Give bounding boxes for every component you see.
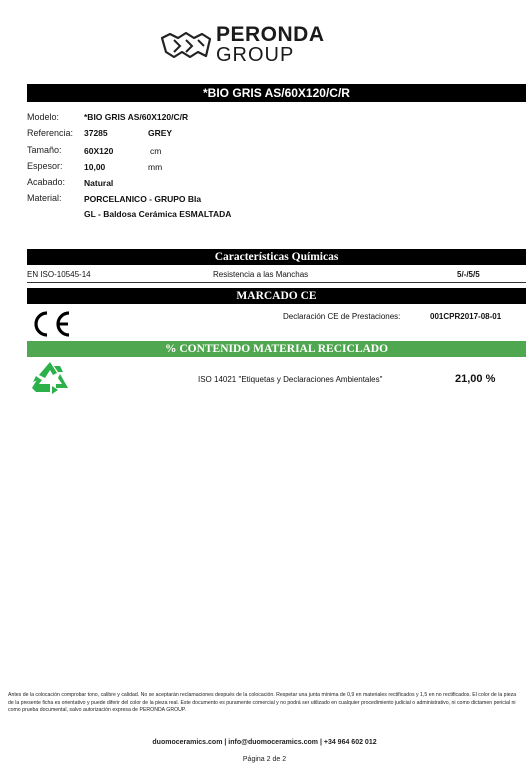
espesor-value: 10,00	[84, 162, 106, 172]
quimicas-norm: EN ISO-10545-14	[27, 270, 91, 279]
tamano-unit: cm	[150, 146, 162, 156]
modelo-value: *BIO GRIS AS/60X120/C/R	[84, 112, 189, 122]
material-label: Material:	[27, 193, 62, 203]
footer-separator-2: |	[319, 739, 322, 746]
footer-phone: +34 964 602 012	[323, 739, 377, 746]
recycle-icon	[30, 360, 70, 396]
quimicas-header: Características Químicas	[214, 251, 339, 263]
brand-name: PERONDA	[216, 23, 325, 46]
reciclado-value: 21,00 %	[455, 373, 496, 385]
material-value-1: PORCELANICO - GRUPO BIa	[84, 194, 202, 204]
footer-contact	[0, 739, 529, 746]
product-title-bar	[27, 84, 526, 102]
page-number: Página 2 de 2	[242, 756, 287, 763]
reciclado-header-bar	[27, 341, 526, 357]
referencia-value: 37285	[84, 128, 108, 138]
modelo-label: Modelo:	[27, 112, 60, 122]
material-value-2: GL - Baldosa Cerámica ESMALTADA	[84, 209, 232, 219]
reciclado-standard: ISO 14021 "Etiquetas y Declaraciones Ambientales"	[198, 375, 383, 384]
quimicas-value: 5/-/5/5	[457, 270, 480, 279]
footer-website[interactable]: duomoceramics.com	[152, 739, 223, 746]
ce-declaration-label: Declaración CE de Prestaciones:	[283, 312, 401, 321]
acabado-label: Acabado:	[27, 177, 66, 187]
footer-email[interactable]: info@duomoceramics.com	[228, 739, 318, 746]
marcado-header: MARCADO CE	[236, 290, 317, 302]
tamano-value: 60X120	[84, 146, 114, 156]
referencia-color: GREY	[148, 128, 173, 138]
tamano-label: Tamaño:	[27, 145, 62, 155]
espesor-label: Espesor:	[27, 161, 63, 171]
reciclado-header: % CONTENIDO MATERIAL RECICLADO	[164, 343, 389, 355]
quimicas-property: Resistencia a las Manchas	[213, 270, 309, 279]
peronda-logo-icon	[160, 30, 212, 60]
referencia-label: Referencia:	[27, 128, 74, 138]
footer-separator-1: |	[224, 739, 227, 746]
quimicas-header-bar	[27, 249, 526, 265]
product-title: *BIO GRIS AS/60X120/C/R	[203, 86, 350, 100]
ce-mark-icon	[30, 310, 74, 338]
marcado-header-bar	[27, 288, 526, 304]
ce-declaration-value: 001CPR2017-08-01	[430, 312, 502, 321]
espesor-unit: mm	[148, 162, 163, 172]
acabado-value: Natural	[84, 178, 114, 188]
peronda-logo	[160, 24, 350, 66]
brand-group: GROUP	[216, 44, 295, 66]
quimicas-divider	[27, 282, 526, 283]
footer-disclaimer: Antes de la colocación comprobar tono, calibre y calidad. No se aceptarán reclamaciones después de la colocación. Respetar una junta mínima de 0,9 en materiales rectificados y 1,5 en no rectificados. El color de la pieza de la presente ficha es orientativo y puede diferir del color de la pieza real. Este documento es puramente comercial y no podrá ser utilizado en cualquier procedimiento judicial o administrativo, ni como dictamen pericial ni como prueba documental, salvo autorización expresa de PERONDA GROUP.	[8, 692, 517, 713]
